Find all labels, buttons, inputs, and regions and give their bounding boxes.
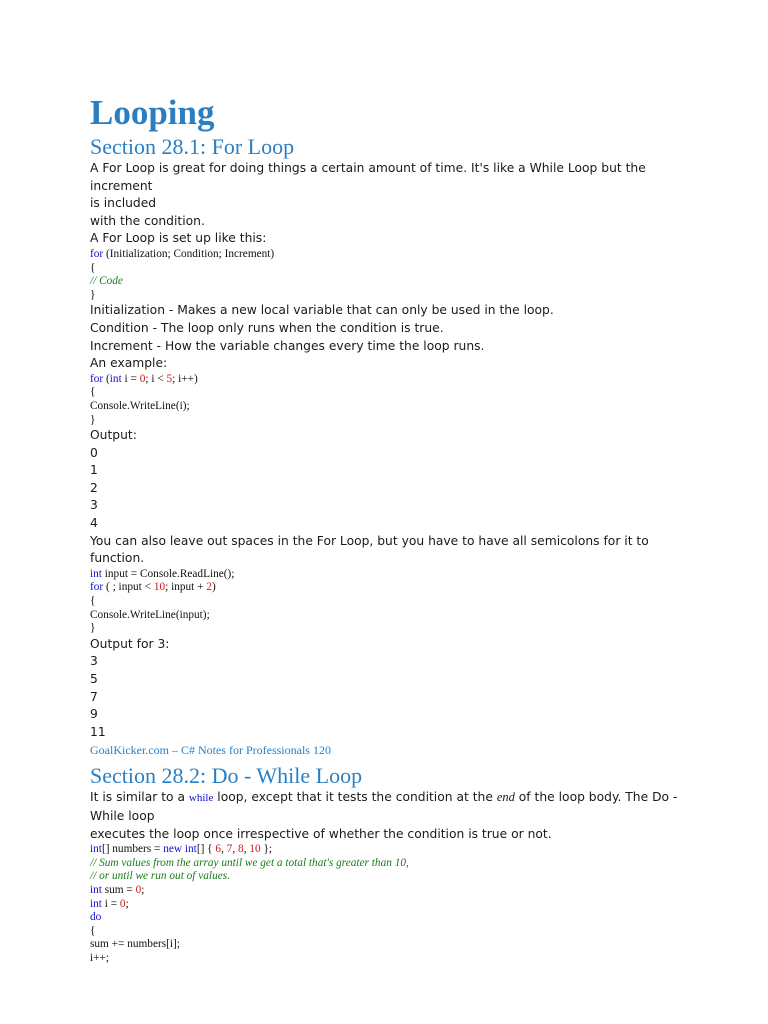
- code-line: i++;: [90, 951, 110, 964]
- code-block-semicolons: [90, 568, 690, 636]
- document-page: [90, 92, 690, 966]
- paragraph: You can also leave out spaces in the For Loop, but you have to have all semicolons for it to function.: [90, 533, 649, 566]
- code-line: int[] numbers = new int[] { 6, 7, 8, 10 };: [90, 843, 273, 856]
- paragraph: An example:: [90, 356, 168, 371]
- code-line: int input = Console.ReadLine();: [90, 567, 235, 580]
- code-line: for ( ; input < 10; input + 2): [90, 581, 216, 594]
- section-heading-do-while: Section 28.2: Do - While Loop: [90, 763, 363, 789]
- code-block-do-while: [90, 843, 690, 965]
- definition: Initialization - Makes a new local variable that can only be used in the loop.: [90, 303, 554, 318]
- output-value: 1: [90, 463, 98, 478]
- output-value: 5: [90, 672, 98, 686]
- output-list: [90, 445, 690, 533]
- output-value: 3: [90, 654, 98, 669]
- paragraph: is included: [90, 196, 157, 211]
- code-line: for (Initialization; Condition; Increment): [90, 247, 275, 260]
- code-line: {: [90, 386, 96, 399]
- paragraph: A For Loop is great for doing things a certain amount of time. It's like a While Loop but the increment: [90, 161, 646, 193]
- code-line: int sum = 0;: [90, 883, 145, 896]
- page-title: Looping: [90, 93, 215, 132]
- definition: Increment - How the variable changes every time the loop runs.: [90, 338, 485, 353]
- code-line: Console.WriteLine(i);: [90, 399, 190, 412]
- output-value: 9: [90, 707, 98, 722]
- section-heading-for-loop: Section 28.1: For Loop: [90, 134, 295, 159]
- code-line: }: [90, 288, 96, 301]
- code-line: Console.WriteLine(input);: [90, 608, 210, 621]
- output-label: Output:: [90, 428, 137, 443]
- code-comment: // Code: [90, 275, 123, 288]
- output-label: Output for 3:: [90, 636, 170, 651]
- page-footer: GoalKicker.com – C# Notes for Professionals 120: [90, 743, 331, 758]
- output-value: 0: [90, 445, 98, 460]
- paragraph: While loop: [90, 808, 155, 823]
- code-line: {: [90, 261, 96, 274]
- code-line: {: [90, 595, 96, 608]
- output-value: 3: [90, 498, 98, 513]
- code-line: for (int i = 0; i < 5; i++): [90, 372, 198, 385]
- code-line: do: [90, 911, 102, 924]
- output-list: [90, 653, 690, 741]
- code-block-for-syntax: [90, 248, 690, 302]
- output-value: 2: [90, 480, 98, 495]
- paragraph: executes the loop once irrespective of whether the condition is true or not.: [90, 826, 552, 841]
- code-line: {: [90, 924, 96, 937]
- paragraph: A For Loop is set up like this:: [90, 231, 267, 246]
- code-comment: // Sum values from the array until we get a total that's greater than 10,: [90, 856, 409, 869]
- paragraph: It is similar to a while loop, except that it tests the condition at the end of the loop body. The Do -: [90, 790, 678, 805]
- code-line: }: [90, 413, 96, 426]
- output-value: 7: [90, 689, 98, 704]
- code-line: int i = 0;: [90, 897, 129, 910]
- output-value: 11: [90, 724, 106, 739]
- output-value: 4: [90, 516, 98, 531]
- code-line: sum += numbers[i];: [90, 938, 180, 951]
- code-comment: // or until we run out of values.: [90, 870, 230, 883]
- code-block-example: [90, 373, 690, 427]
- definition: Condition - The loop only runs when the condition is true.: [90, 320, 444, 335]
- paragraph: with the condition.: [90, 213, 205, 228]
- code-line: }: [90, 622, 96, 635]
